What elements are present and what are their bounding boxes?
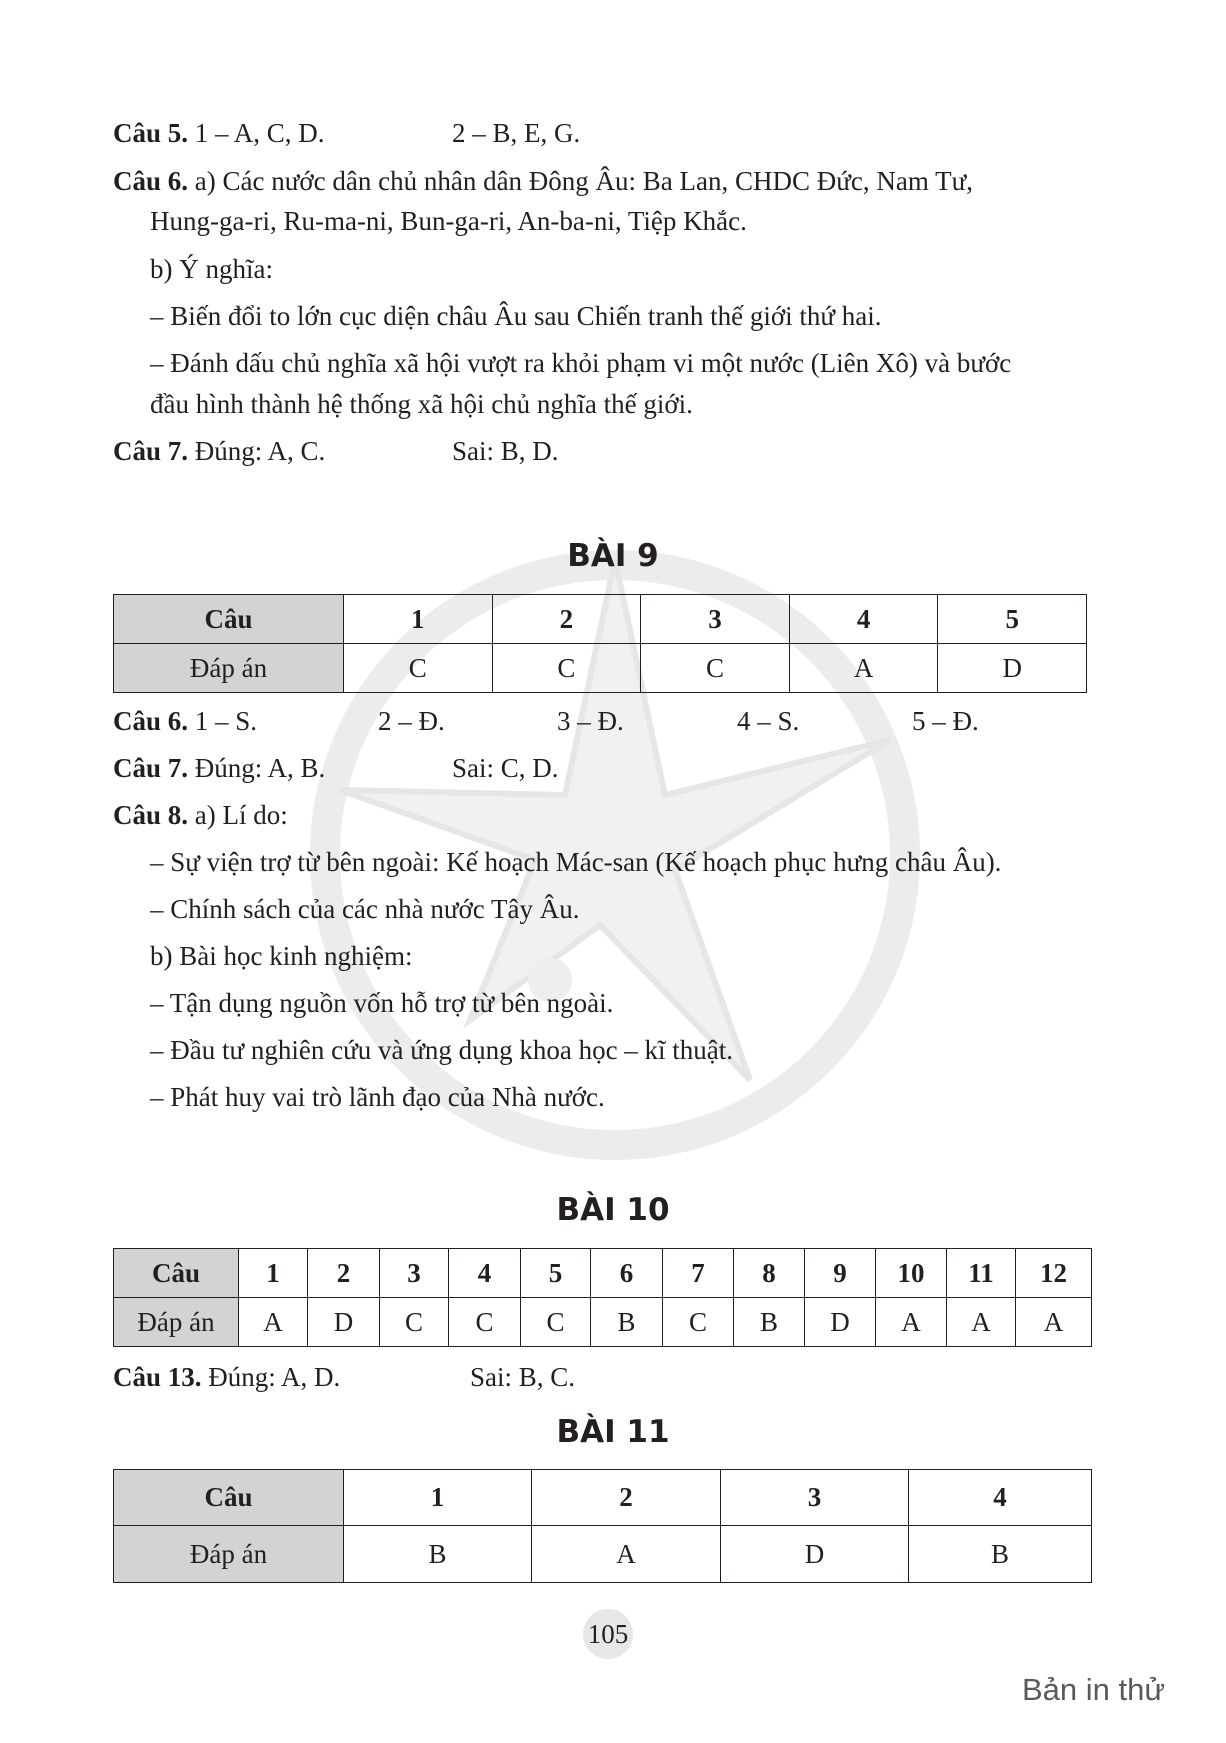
answer-text: 3 – Đ.: [557, 706, 624, 736]
answer-table-bai9: [113, 594, 1087, 693]
table-head-dap-an: Đáp án: [114, 1526, 344, 1583]
table-answer-cell: C: [521, 1298, 591, 1347]
table-col-number: 4: [789, 595, 938, 644]
page-number: 105: [583, 1609, 633, 1659]
answer-line: [113, 799, 288, 831]
answer-line: [113, 165, 973, 197]
answer-text: 4 – S.: [737, 706, 800, 736]
question-label: Câu 5.: [113, 118, 189, 148]
table-col-number: 5: [938, 595, 1087, 644]
answer-text: a) Các nước dân chủ nhân dân Đông Âu: Ba Lan, CHDC Đức, Nam Tư,: [194, 166, 974, 196]
draft-label: Bản in thử: [1022, 1672, 1166, 1707]
section-title: BÀI 9: [567, 538, 659, 574]
answer-text: Sai: B, C.: [470, 1362, 576, 1392]
answer-text: Sai: C, D.: [452, 753, 559, 783]
table-col-number: 2: [308, 1249, 380, 1298]
question-label: Câu 8.: [113, 800, 189, 830]
section-title: BÀI 11: [556, 1414, 670, 1450]
table-col-number: 2: [532, 1470, 721, 1526]
table-col-number: 1: [344, 1470, 532, 1526]
table-answer-cell: B: [591, 1298, 663, 1347]
table-col-number: 11: [947, 1249, 1016, 1298]
answer-table-bai10: [113, 1248, 1092, 1347]
table-col-number: 3: [721, 1470, 909, 1526]
table-answer-cell: A: [947, 1298, 1016, 1347]
table-answer-cell: C: [492, 644, 641, 693]
table-answer-cell: A: [789, 644, 938, 693]
question-label: Câu 13.: [113, 1362, 202, 1392]
table-answer-cell: C: [449, 1298, 521, 1347]
table-col-number: 6: [591, 1249, 663, 1298]
answer-line: [113, 752, 325, 784]
answer-text: 2 – B, E, G.: [452, 118, 581, 148]
table-answer-cell: C: [663, 1298, 734, 1347]
table-col-number: 2: [492, 595, 641, 644]
table-answer-cell: C: [380, 1298, 449, 1347]
table-head-cau: Câu: [114, 1470, 344, 1526]
table-answer-cell: D: [721, 1526, 909, 1583]
answer-text: Đúng: A, B.: [194, 753, 326, 783]
table-answer-cell: D: [805, 1298, 876, 1347]
question-label: Câu 6.: [113, 166, 189, 196]
table-col-number: 9: [805, 1249, 876, 1298]
table-col-number: 5: [521, 1249, 591, 1298]
answer-text: 2 – Đ.: [378, 706, 445, 736]
table-answer-cell: A: [532, 1526, 721, 1583]
answer-text: b) Bài học kinh nghiệm:: [150, 941, 413, 971]
table-answer-cell: A: [1016, 1298, 1092, 1347]
answer-line: [113, 435, 325, 467]
table-head-dap-an: Đáp án: [114, 644, 344, 693]
table-head-cau: Câu: [114, 595, 344, 644]
answer-text: 5 – Đ.: [912, 706, 979, 736]
table-answer-cell: D: [938, 644, 1087, 693]
question-label: Câu 7.: [113, 753, 189, 783]
answer-text: – Đánh dấu chủ nghĩa xã hội vượt ra khỏi phạm vi một nước (Liên Xô) và bước: [150, 348, 1012, 378]
answer-text: a) Lí do:: [194, 800, 288, 830]
answer-table-bai11: [113, 1469, 1092, 1583]
table-col-number: 4: [449, 1249, 521, 1298]
table-answer-cell: B: [909, 1526, 1092, 1583]
answer-text: – Tận dụng nguồn vốn hỗ trợ từ bên ngoài.: [150, 988, 614, 1018]
answer-text: – Đầu tư nghiên cứu và ứng dụng khoa học – kĩ thuật.: [150, 1035, 734, 1065]
answer-text: đầu hình thành hệ thống xã hội chủ nghĩa thế giới.: [150, 389, 693, 419]
table-col-number: 12: [1016, 1249, 1092, 1298]
table-head-cau: Câu: [114, 1249, 239, 1298]
table-col-number: 10: [876, 1249, 947, 1298]
answer-text: b) Ý nghĩa:: [150, 254, 273, 284]
table-answer-cell: B: [734, 1298, 805, 1347]
answer-text: Đúng: A, C.: [194, 436, 326, 466]
answer-text: – Biến đổi to lớn cục diện châu Âu sau Chiến tranh thế giới thứ hai.: [150, 301, 882, 331]
table-col-number: 3: [641, 595, 790, 644]
answer-text: Sai: B, D.: [452, 436, 559, 466]
table-answer-cell: D: [308, 1298, 380, 1347]
table-answer-cell: A: [876, 1298, 947, 1347]
table-answer-cell: C: [641, 644, 790, 693]
answer-line: [113, 117, 325, 149]
table-col-number: 8: [734, 1249, 805, 1298]
answer-text: Hung-ga-ri, Ru-ma-ni, Bun-ga-ri, An-ba-ni, Tiệp Khắc.: [150, 206, 747, 236]
question-label: Câu 6.: [113, 706, 189, 736]
answer-text: 1 – S.: [194, 706, 258, 736]
section-title: BÀI 10: [556, 1192, 670, 1228]
answer-line: [113, 705, 257, 737]
table-head-dap-an: Đáp án: [114, 1298, 239, 1347]
answer-text: – Chính sách của các nhà nước Tây Âu.: [150, 894, 580, 924]
table-col-number: 1: [344, 595, 493, 644]
answer-text: 1 – A, C, D.: [194, 118, 325, 148]
answer-text: Đúng: A, D.: [208, 1362, 341, 1392]
table-col-number: 7: [663, 1249, 734, 1298]
answer-text: – Sự viện trợ từ bên ngoài: Kế hoạch Mác-san (Kế hoạch phục hưng châu Âu).: [150, 847, 1002, 877]
table-col-number: 3: [380, 1249, 449, 1298]
table-col-number: 4: [909, 1470, 1092, 1526]
table-answer-cell: A: [239, 1298, 308, 1347]
question-label: Câu 7.: [113, 436, 189, 466]
table-answer-cell: C: [344, 644, 493, 693]
answer-line: [113, 1361, 340, 1393]
table-answer-cell: B: [344, 1526, 532, 1583]
answer-text: – Phát huy vai trò lãnh đạo của Nhà nước.: [150, 1082, 605, 1112]
table-col-number: 1: [239, 1249, 308, 1298]
